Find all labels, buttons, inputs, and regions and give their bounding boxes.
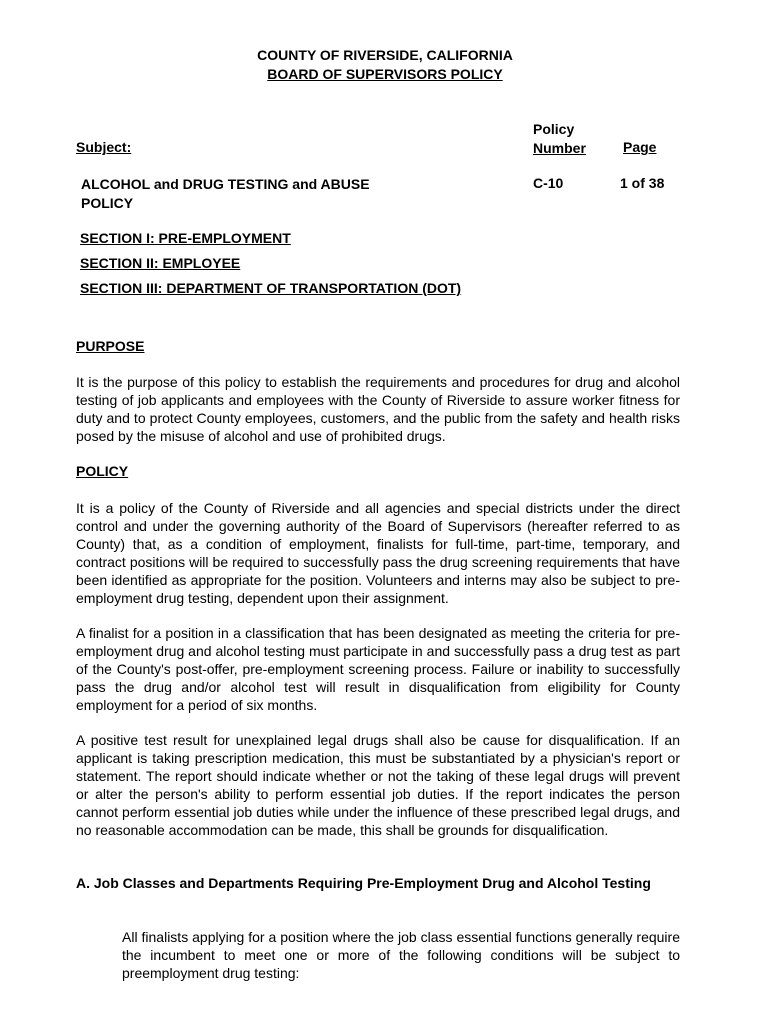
section-list bbox=[80, 229, 480, 298]
policy-paragraph-1: It is a policy of the County of Riverside and all agencies and special districts under the direct control and under the governing authority of the Board of Supervisors (hereafter referred to as County) that, as a condition of employment, finalists for full-time, part-time, temporary, and contract positions will be required to successfully pass the drug screening requirements that have been identified as appropriate for the position. Volunteers and interns may also be subject to pre-employment drug testing, dependent upon their assignment. bbox=[76, 500, 680, 606]
section-a-paragraph: All finalists applying for a position where the job class essential functions generally require the incumbent to meet one or more of the following conditions will be subject to preemployment drug testing: bbox=[122, 929, 680, 981]
purpose-heading: PURPOSE bbox=[76, 338, 145, 354]
subject-value: ALCOHOL and DRUG TESTING and ABUSE POLICY bbox=[81, 176, 370, 211]
section-a-heading: A. Job Classes and Departments Requiring Pre-Employment Drug and Alcohol Testing bbox=[76, 875, 651, 891]
section-3-title: SECTION III: DEPARTMENT OF TRANSPORTATION (DOT) bbox=[80, 280, 462, 296]
policy-label-line2: Number bbox=[533, 140, 586, 156]
policy-label-line1: Policy bbox=[533, 121, 575, 137]
subject-label: Subject: bbox=[76, 139, 132, 155]
board-policy-title: BOARD OF SUPERVISORS POLICY bbox=[267, 66, 503, 82]
policy-paragraph-3: A positive test result for unexplained legal drugs shall also be cause for disqualification. If an applicant is taking prescription medication, this must be substantiated by a physician's report or statement. The report should indicate whether or not the taking of these legal drugs will prevent or alter the person's ability to perform essential job duties. If the report indicates the person cannot perform essential job duties while under the influence of these prescribed legal drugs, and no reasonable accommodation can be made, this shall be grounds for disqualification. bbox=[76, 732, 680, 838]
policy-heading: POLICY bbox=[76, 463, 129, 479]
policy-number-label bbox=[533, 120, 586, 158]
policy-paragraph-2: A finalist for a position in a classification that has been designated as meeting the criteria for pre-employment drug and alcohol testing must participate in and successfully pass a drug test as part of the County's post-offer, pre-employment screening process. Failure or inability to successfully pass the drug and/or alcohol test will result in disqualification from eligibility for County employment for a period of six months. bbox=[76, 625, 680, 713]
purpose-paragraph: It is the purpose of this policy to establish the requirements and procedures for drug and alcohol testing of job applicants and employees with the County of Riverside to assure worker fitness for duty and to protect County employees, customers, and the public from the safety and health risks posed by the misuse of alcohol and use of prohibited drugs. bbox=[76, 374, 680, 444]
policy-number-value: C-10 bbox=[533, 175, 564, 191]
page-value: 1 of 38 bbox=[620, 175, 665, 191]
page-label: Page bbox=[623, 139, 657, 155]
section-1-title: SECTION I: PRE-EMPLOYMENT bbox=[80, 230, 291, 246]
county-title: COUNTY OF RIVERSIDE, CALIFORNIA bbox=[257, 47, 513, 63]
section-2-title: SECTION II: EMPLOYEE bbox=[80, 255, 241, 271]
